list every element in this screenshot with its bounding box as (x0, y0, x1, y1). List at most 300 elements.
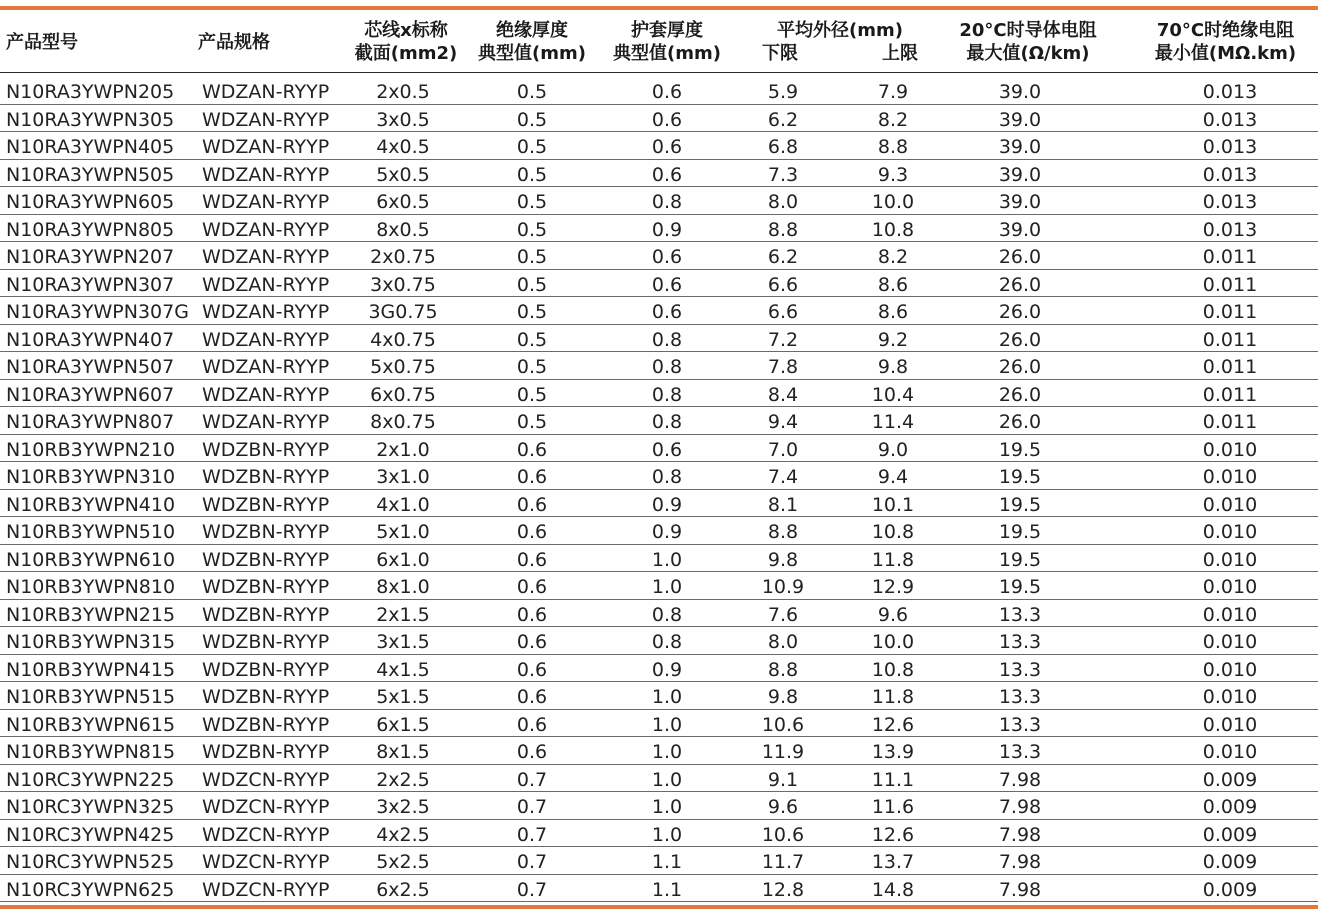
cell-model: N10RA3YWPN407 (6, 328, 175, 351)
cell-insul: 0.5 (516, 163, 548, 186)
table-row (0, 242, 1318, 270)
table-row (0, 600, 1318, 628)
table-row (0, 517, 1318, 545)
cell-spec: WDZBN-RYYP (202, 466, 330, 488)
cell-od-high: 9.3 (877, 163, 909, 186)
cell-model: N10RB3YWPN510 (6, 521, 176, 543)
cell-model: N10RB3YWPN815 (6, 741, 176, 763)
table-header (0, 12, 1318, 73)
cell-cores: 3G0.75 (368, 301, 438, 323)
cell-cores: 6x2.5 (376, 878, 430, 901)
cell-cores: 5x1.5 (376, 686, 430, 708)
cell-res20: 7.98 (998, 823, 1042, 846)
cell-res70: 0.013 (1202, 81, 1258, 103)
table-row (0, 682, 1318, 710)
table-row (0, 215, 1318, 243)
cell-od-low: 8.0 (767, 631, 799, 653)
table-row (0, 407, 1318, 435)
cell-res20: 26.0 (998, 328, 1042, 351)
cell-sheath: 0.6 (651, 136, 683, 158)
cell-sheath: 1.0 (651, 823, 683, 846)
cell-sheath: 0.8 (651, 328, 683, 351)
cell-model: N10RA3YWPN307G (6, 301, 189, 323)
cell-res20: 26.0 (998, 356, 1042, 378)
cell-model: N10RB3YWPN410 (6, 493, 176, 516)
cell-cores: 2x1.0 (376, 438, 430, 461)
header-sheath (603, 12, 731, 72)
header-model (6, 12, 186, 72)
cell-sheath: 0.6 (651, 163, 683, 186)
cell-od-high: 10.8 (871, 521, 915, 543)
cell-spec: WDZAN-RYYP (202, 383, 330, 406)
cell-od-high: 9.4 (877, 466, 909, 488)
cell-res70: 0.011 (1202, 411, 1258, 433)
header-resistance-20c-line1: 20°C时导体电阻 (959, 20, 1097, 41)
table-row (0, 325, 1318, 353)
cell-res70: 0.011 (1202, 383, 1258, 406)
table-row (0, 655, 1318, 683)
cell-model: N10RB3YWPN810 (6, 576, 176, 598)
table-row (0, 105, 1318, 133)
header-insulation-line1: 绝缘厚度 (496, 20, 568, 41)
cell-res20: 26.0 (998, 301, 1042, 323)
cell-spec: WDZAN-RYYP (202, 81, 330, 103)
cell-res20: 19.5 (998, 438, 1042, 461)
header-od-upper: 上限 (882, 43, 918, 64)
cell-res70: 0.011 (1202, 328, 1258, 351)
cell-od-low: 9.8 (767, 686, 799, 708)
cell-insul: 0.5 (516, 218, 548, 241)
cell-res70: 0.010 (1202, 548, 1258, 571)
cell-od-high: 10.0 (871, 631, 915, 653)
cell-sheath: 0.6 (651, 108, 683, 131)
cell-model: N10RB3YWPN215 (6, 603, 176, 626)
cell-cores: 2x2.5 (376, 768, 430, 791)
table-row (0, 435, 1318, 463)
cell-res70: 0.009 (1202, 823, 1258, 846)
cell-cores: 3x2.5 (376, 796, 430, 818)
cell-insul: 0.5 (516, 411, 548, 433)
header-model-label: 产品型号 (6, 31, 78, 53)
cell-res70: 0.010 (1202, 713, 1258, 736)
cell-od-high: 8.2 (877, 108, 909, 131)
cell-res20: 7.98 (998, 851, 1042, 873)
header-resistance-20c (938, 12, 1118, 72)
cell-sheath: 0.8 (651, 603, 683, 626)
cell-spec: WDZBN-RYYP (202, 741, 330, 763)
cell-sheath: 1.0 (651, 741, 683, 763)
header-spec-label: 产品规格 (198, 31, 270, 53)
cell-insul: 0.6 (516, 686, 548, 708)
cell-sheath: 0.8 (651, 191, 683, 213)
cell-cores: 2x1.5 (376, 603, 430, 626)
header-outer-diameter (762, 12, 918, 72)
header-cores-line1: 芯线x标称 (364, 20, 448, 41)
cell-res70: 0.013 (1202, 163, 1258, 186)
cell-od-low: 7.2 (767, 328, 799, 351)
table-row (0, 132, 1318, 160)
cell-insul: 0.6 (516, 741, 548, 763)
cell-od-high: 10.0 (871, 191, 915, 213)
cell-spec: WDZCN-RYYP (202, 878, 330, 901)
cell-od-low: 8.4 (767, 383, 799, 406)
cell-res70: 0.010 (1202, 631, 1258, 653)
cell-od-low: 9.1 (767, 768, 799, 791)
table-row (0, 297, 1318, 325)
cell-model: N10RA3YWPN307 (6, 273, 175, 296)
cell-spec: WDZCN-RYYP (202, 768, 330, 791)
cell-cores: 8x1.0 (376, 576, 430, 598)
cell-model: N10RB3YWPN515 (6, 686, 176, 708)
cell-od-low: 6.6 (767, 301, 799, 323)
cell-res20: 39.0 (998, 81, 1042, 103)
cell-model: N10RA3YWPN207 (6, 246, 175, 268)
cell-od-low: 9.6 (767, 796, 799, 818)
cell-cores: 6x0.5 (376, 191, 430, 213)
table-row (0, 270, 1318, 298)
table-row (0, 737, 1318, 765)
cell-sheath: 0.8 (651, 356, 683, 378)
cell-od-low: 10.6 (761, 713, 805, 736)
cell-spec: WDZAN-RYYP (202, 136, 330, 158)
cell-od-low: 6.6 (767, 273, 799, 296)
cell-cores: 2x0.75 (370, 246, 436, 268)
cell-od-high: 8.8 (877, 136, 909, 158)
cell-spec: WDZBN-RYYP (202, 603, 330, 626)
cell-od-low: 5.9 (767, 81, 799, 103)
cell-model: N10RA3YWPN605 (6, 191, 175, 213)
header-insulation-line2: 典型值(mm) (478, 43, 586, 64)
cell-model: N10RB3YWPN310 (6, 466, 176, 488)
cell-od-high: 13.9 (871, 741, 915, 763)
cell-model: N10RC3YWPN625 (6, 878, 175, 901)
cell-od-low: 7.4 (767, 466, 799, 488)
header-resistance-70c-line2: 最小值(MΩ.km) (1154, 43, 1297, 64)
cell-od-low: 8.8 (767, 521, 799, 543)
cell-od-high: 9.8 (877, 356, 909, 378)
cell-res20: 19.5 (998, 548, 1042, 571)
header-resistance-20c-line2: 最大值(Ω/km) (966, 43, 1090, 64)
cell-res20: 13.3 (998, 713, 1042, 736)
cell-spec: WDZBN-RYYP (202, 548, 330, 571)
header-insulation-resistance-70c (1133, 12, 1318, 72)
cell-spec: WDZAN-RYYP (202, 356, 330, 378)
cell-sheath: 1.0 (651, 576, 683, 598)
cell-model: N10RA3YWPN507 (6, 356, 175, 378)
cell-od-high: 11.6 (871, 796, 915, 818)
cell-spec: WDZBN-RYYP (202, 521, 330, 543)
cell-od-low: 8.8 (767, 658, 799, 681)
cell-insul: 0.6 (516, 603, 548, 626)
header-cores (350, 12, 462, 72)
top-accent-rule (0, 6, 1318, 10)
cell-sheath: 1.0 (651, 768, 683, 791)
cell-sheath: 1.0 (651, 713, 683, 736)
cell-model: N10RA3YWPN205 (6, 81, 175, 103)
cell-res20: 13.3 (998, 741, 1042, 763)
cell-insul: 0.6 (516, 713, 548, 736)
cell-res20: 39.0 (998, 218, 1042, 241)
cell-model: N10RA3YWPN805 (6, 218, 175, 241)
cell-spec: WDZBN-RYYP (202, 658, 330, 681)
cell-od-high: 11.1 (871, 768, 915, 791)
cell-insul: 0.5 (516, 383, 548, 406)
header-cores-line2: 截面(mm2) (354, 43, 458, 64)
table-row (0, 572, 1318, 600)
cell-res70: 0.011 (1202, 273, 1258, 296)
cell-spec: WDZAN-RYYP (202, 301, 330, 323)
cell-cores: 5x2.5 (376, 851, 430, 873)
cell-insul: 0.6 (516, 658, 548, 681)
cell-spec: WDZBN-RYYP (202, 493, 330, 516)
cell-od-high: 9.2 (877, 328, 909, 351)
cell-res70: 0.010 (1202, 741, 1258, 763)
cell-spec: WDZAN-RYYP (202, 411, 330, 433)
cell-insul: 0.5 (516, 328, 548, 351)
header-od-lower: 下限 (762, 43, 798, 64)
cell-res70: 0.013 (1202, 108, 1258, 131)
cell-cores: 8x0.75 (370, 411, 436, 433)
cell-insul: 0.6 (516, 466, 548, 488)
cell-spec: WDZBN-RYYP (202, 576, 330, 598)
cell-insul: 0.6 (516, 521, 548, 543)
cell-od-low: 6.8 (767, 136, 799, 158)
table-row (0, 710, 1318, 738)
cell-insul: 0.7 (516, 796, 548, 818)
cell-cores: 6x0.75 (370, 383, 436, 406)
cell-od-high: 11.4 (871, 411, 915, 433)
cell-res20: 39.0 (998, 108, 1042, 131)
cell-od-low: 12.8 (761, 878, 805, 901)
table-row (0, 462, 1318, 490)
header-sheath-line2: 典型值(mm) (613, 43, 721, 64)
cell-od-high: 10.1 (871, 493, 915, 516)
table-row (0, 792, 1318, 820)
cell-insul: 0.6 (516, 576, 548, 598)
cell-sheath: 0.6 (651, 81, 683, 103)
table-row (0, 820, 1318, 848)
cell-res70: 0.010 (1202, 438, 1258, 461)
cell-res20: 39.0 (998, 191, 1042, 213)
header-outer-diameter-line1: 平均外径(mm) (777, 20, 903, 41)
cell-res20: 13.3 (998, 631, 1042, 653)
cell-res20: 39.0 (998, 136, 1042, 158)
cell-model: N10RC3YWPN225 (6, 768, 175, 791)
cell-insul: 0.7 (516, 768, 548, 791)
cell-od-high: 8.6 (877, 301, 909, 323)
cell-od-low: 7.8 (767, 356, 799, 378)
cell-res70: 0.013 (1202, 218, 1258, 241)
cell-od-low: 9.8 (767, 548, 799, 571)
cell-res20: 19.5 (998, 466, 1042, 488)
cell-spec: WDZAN-RYYP (202, 163, 330, 186)
header-spec (198, 12, 348, 72)
cell-od-low: 9.4 (767, 411, 799, 433)
cell-res70: 0.010 (1202, 603, 1258, 626)
table-row (0, 545, 1318, 573)
cell-res70: 0.010 (1202, 658, 1258, 681)
cell-res70: 0.013 (1202, 136, 1258, 158)
cell-res70: 0.010 (1202, 493, 1258, 516)
cell-spec: WDZBN-RYYP (202, 438, 330, 461)
cell-sheath: 0.6 (651, 273, 683, 296)
cell-cores: 4x0.75 (370, 328, 436, 351)
cell-spec: WDZBN-RYYP (202, 631, 330, 653)
cell-res70: 0.009 (1202, 878, 1258, 901)
cell-cores: 4x1.0 (376, 493, 430, 516)
cell-cores: 2x0.5 (376, 81, 430, 103)
cell-od-high: 13.7 (871, 851, 915, 873)
table-row (0, 875, 1318, 903)
bottom-accent-rule (0, 905, 1318, 909)
cell-insul: 0.5 (516, 81, 548, 103)
cell-model: N10RA3YWPN405 (6, 136, 175, 158)
cell-spec: WDZBN-RYYP (202, 686, 330, 708)
cell-cores: 5x0.5 (376, 163, 430, 186)
cell-cores: 5x1.0 (376, 521, 430, 543)
cell-res70: 0.011 (1202, 301, 1258, 323)
table-row (0, 77, 1318, 105)
cell-od-low: 6.2 (767, 108, 799, 131)
cell-od-low: 6.2 (767, 246, 799, 268)
cell-model: N10RB3YWPN610 (6, 548, 176, 571)
cell-insul: 0.7 (516, 851, 548, 873)
cell-res70: 0.009 (1202, 768, 1258, 791)
header-sheath-line1: 护套厚度 (631, 20, 703, 41)
cell-res20: 7.98 (998, 768, 1042, 791)
cell-res20: 26.0 (998, 383, 1042, 406)
cell-res20: 13.3 (998, 686, 1042, 708)
cell-sheath: 1.0 (651, 686, 683, 708)
cell-od-high: 14.8 (871, 878, 915, 901)
table-row (0, 160, 1318, 188)
cell-sheath: 1.1 (651, 851, 683, 873)
cell-model: N10RA3YWPN807 (6, 411, 175, 433)
cell-model: N10RB3YWPN210 (6, 438, 176, 461)
cell-model: N10RC3YWPN325 (6, 796, 175, 818)
cell-res20: 26.0 (998, 411, 1042, 433)
cell-od-high: 7.9 (877, 81, 909, 103)
cell-od-high: 10.4 (871, 383, 915, 406)
cell-res20: 19.5 (998, 493, 1042, 516)
cell-od-low: 7.6 (767, 603, 799, 626)
cell-od-high: 8.2 (877, 246, 909, 268)
cell-sheath: 0.6 (651, 438, 683, 461)
cell-sheath: 0.6 (651, 246, 683, 268)
cell-model: N10RB3YWPN615 (6, 713, 176, 736)
cell-spec: WDZBN-RYYP (202, 713, 330, 736)
cell-spec: WDZAN-RYYP (202, 328, 330, 351)
cell-sheath: 0.9 (651, 218, 683, 241)
cell-cores: 6x1.5 (376, 713, 430, 736)
cell-od-low: 8.1 (767, 493, 799, 516)
cell-od-low: 7.0 (767, 438, 799, 461)
cell-sheath: 0.6 (651, 301, 683, 323)
cell-insul: 0.5 (516, 191, 548, 213)
cell-od-low: 8.8 (767, 218, 799, 241)
cell-model: N10RA3YWPN505 (6, 163, 175, 186)
table-row (0, 490, 1318, 518)
header-resistance-70c-line1: 70°C时绝缘电阻 (1156, 20, 1295, 41)
cell-res20: 13.3 (998, 603, 1042, 626)
table-row (0, 380, 1318, 408)
cell-od-low: 8.0 (767, 191, 799, 213)
cell-res70: 0.010 (1202, 576, 1258, 598)
cell-od-high: 11.8 (871, 548, 915, 571)
cell-res70: 0.011 (1202, 246, 1258, 268)
cell-res20: 19.5 (998, 576, 1042, 598)
cell-model: N10RB3YWPN415 (6, 658, 176, 681)
cell-od-low: 7.3 (767, 163, 799, 186)
cell-res20: 7.98 (998, 878, 1042, 901)
cell-spec: WDZAN-RYYP (202, 273, 330, 296)
cell-sheath: 0.8 (651, 383, 683, 406)
cell-sheath: 0.9 (651, 521, 683, 543)
cell-od-high: 11.8 (871, 686, 915, 708)
cell-cores: 8x1.5 (376, 741, 430, 763)
cell-spec: WDZCN-RYYP (202, 851, 330, 873)
cell-res70: 0.010 (1202, 686, 1258, 708)
header-insulation (468, 12, 596, 72)
cell-od-low: 11.7 (761, 851, 805, 873)
cell-res20: 7.98 (998, 796, 1042, 818)
cell-res20: 39.0 (998, 163, 1042, 186)
cell-od-low: 10.6 (761, 823, 805, 846)
cell-od-high: 9.6 (877, 603, 909, 626)
cell-od-high: 12.9 (871, 576, 915, 598)
cell-cores: 3x0.75 (370, 273, 436, 296)
table-row (0, 627, 1318, 655)
cell-res70: 0.011 (1202, 356, 1258, 378)
cell-sheath: 1.1 (651, 878, 683, 901)
cell-res20: 26.0 (998, 273, 1042, 296)
table-body (0, 77, 1318, 902)
cell-insul: 0.7 (516, 823, 548, 846)
cell-sheath: 1.0 (651, 796, 683, 818)
cell-sheath: 0.9 (651, 658, 683, 681)
cell-cores: 6x1.0 (376, 548, 430, 571)
cell-cores: 5x0.75 (370, 356, 436, 378)
cell-spec: WDZAN-RYYP (202, 108, 330, 131)
cell-cores: 4x2.5 (376, 823, 430, 846)
cell-cores: 3x1.5 (376, 631, 430, 653)
cell-model: N10RC3YWPN525 (6, 851, 175, 873)
cell-cores: 4x0.5 (376, 136, 430, 158)
cell-sheath: 1.0 (651, 548, 683, 571)
cell-res70: 0.009 (1202, 851, 1258, 873)
cell-model: N10RB3YWPN315 (6, 631, 176, 653)
table-row (0, 765, 1318, 793)
cell-res20: 13.3 (998, 658, 1042, 681)
cell-od-low: 10.9 (761, 576, 805, 598)
table-row (0, 352, 1318, 380)
cell-od-low: 11.9 (761, 741, 805, 763)
cell-od-high: 12.6 (871, 713, 915, 736)
cell-insul: 0.6 (516, 548, 548, 571)
cell-od-high: 9.0 (877, 438, 909, 461)
cell-model: N10RA3YWPN607 (6, 383, 175, 406)
cell-insul: 0.5 (516, 108, 548, 131)
cell-spec: WDZAN-RYYP (202, 191, 330, 213)
cell-res20: 19.5 (998, 521, 1042, 543)
cell-insul: 0.5 (516, 246, 548, 268)
cell-res70: 0.009 (1202, 796, 1258, 818)
cell-od-high: 10.8 (871, 218, 915, 241)
cell-cores: 3x0.5 (376, 108, 430, 131)
table-row (0, 847, 1318, 875)
cell-cores: 3x1.0 (376, 466, 430, 488)
cell-insul: 0.6 (516, 438, 548, 461)
